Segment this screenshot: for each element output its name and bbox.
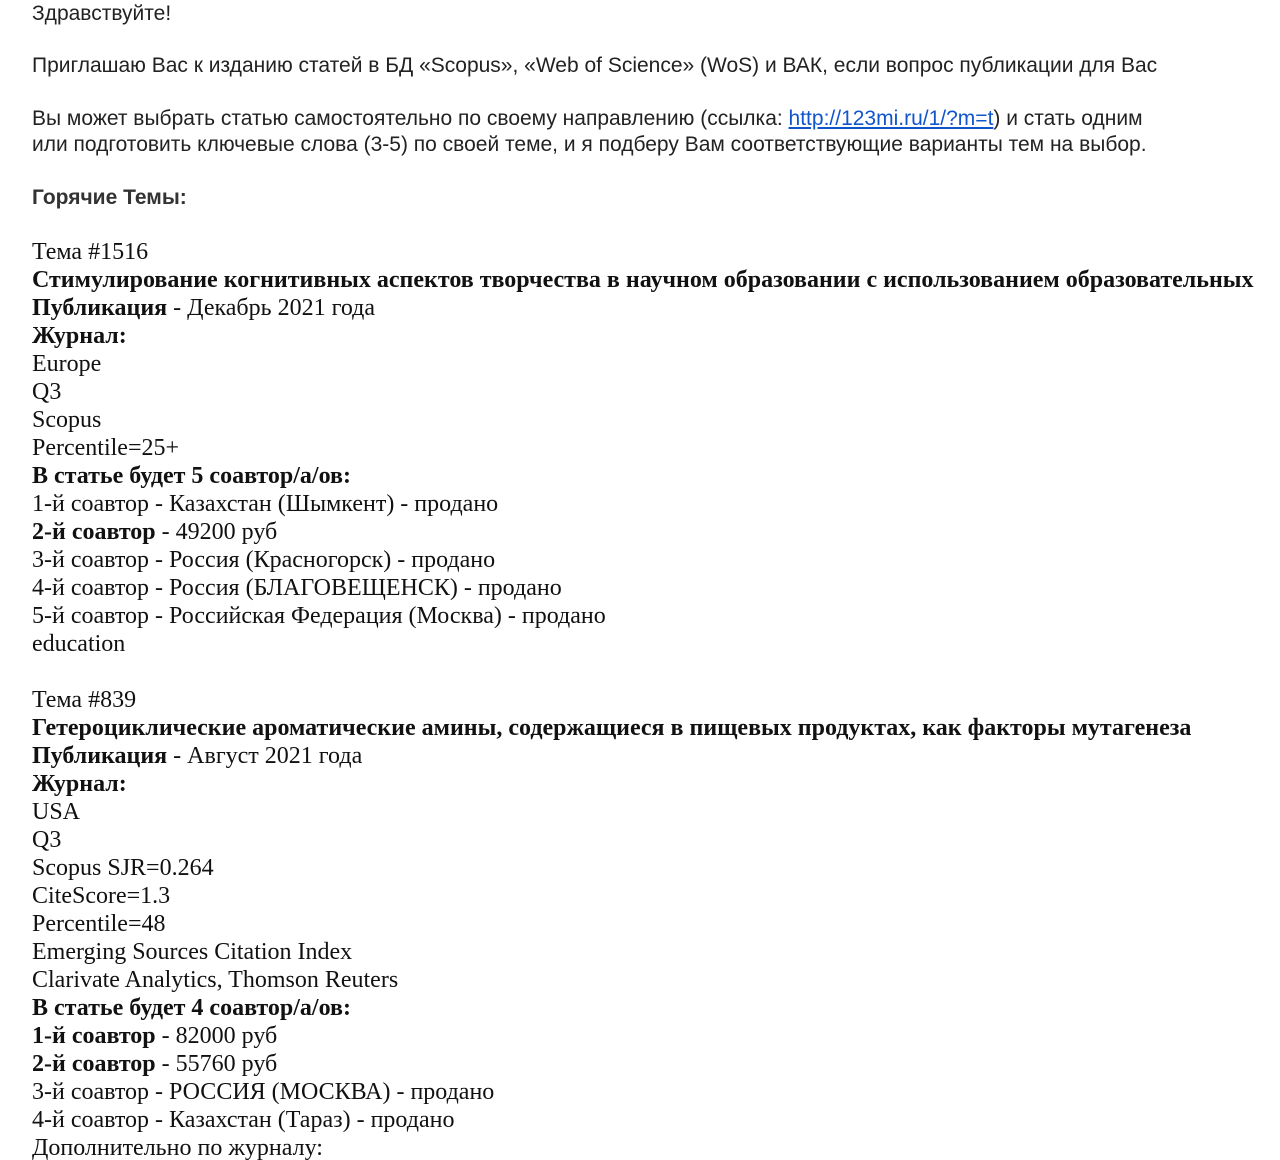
topic-publication: Публикация - Август 2021 года	[32, 743, 363, 769]
coauthor-row: 2-й соавтор - 49200 руб	[32, 519, 278, 545]
invite-paragraph: Приглашаю Вас к изданию статей в БД «Scopus», «Web of Science» (WoS) и ВАК, если вопрос публикации для Вас	[32, 54, 1158, 77]
coauthor-row: 5-й соавтор - Российская Федерация (Москва) - продано	[32, 603, 606, 629]
topic-title: Стимулирование когнитивных аспектов творчества в научном образовании с использованием образовательных	[32, 267, 1254, 293]
journal-line: Q3	[32, 827, 62, 853]
journal-extra: Дополнительно по журналу:	[32, 1135, 323, 1160]
coauthor-row: 2-й соавтор - 55760 руб	[32, 1051, 278, 1077]
choose-paragraph-line2: или подготовить ключевые слова (3-5) по своей теме, и я подберу Вам соответствующие варианты тем на выбор.	[32, 133, 1147, 156]
topic-publication: Публикация - Декабрь 2021 года	[32, 295, 375, 321]
coauthor-row: 3-й соавтор - РОССИЯ (МОСКВА) - продано	[32, 1079, 495, 1105]
journal-line: CiteScore=1.3	[32, 883, 171, 909]
topic-1516	[32, 238, 1254, 658]
topic-839	[32, 686, 1191, 1160]
topic-title: Гетероциклические ароматические амины, содержащиеся в пищевых продуктах, как факторы мутагенеза	[32, 715, 1192, 741]
coauthors-header: В статье будет 4 соавтор/а/ов:	[32, 995, 351, 1021]
coauthor-row: 4-й соавтор - Россия (БЛАГОВЕЩЕНСК) - продано	[32, 575, 562, 601]
coauthor-row: 3-й соавтор - Россия (Красногорск) - продано	[32, 547, 496, 573]
journal-line: Percentile=25+	[32, 435, 180, 461]
topic-number: Тема #839	[32, 687, 137, 713]
coauthor-row: 1-й соавтор - 82000 руб	[32, 1023, 278, 1049]
journal-line: USA	[32, 799, 81, 825]
email-body	[32, 0, 1280, 1160]
journal-label: Журнал:	[32, 771, 127, 797]
greeting: Здравствуйте!	[32, 2, 172, 25]
hot-topics-heading: Горячие Темы:	[32, 186, 187, 209]
journal-line: Europe	[32, 351, 102, 377]
journal-line: Percentile=48	[32, 911, 166, 937]
coauthor-row: 4-й соавтор - Казахстан (Тараз) - продано	[32, 1107, 455, 1133]
choose-text-after: ) и стать одним	[993, 107, 1143, 130]
choose-paragraph	[32, 106, 1143, 132]
topic-number: Тема #1516	[32, 239, 149, 265]
journal-line: Clarivate Analytics, Thomson Reuters	[32, 967, 399, 993]
journal-line: Q3	[32, 379, 62, 405]
journal-line: Emerging Sources Citation Index	[32, 939, 353, 965]
topic-tag: education	[32, 631, 126, 657]
coauthors-header: В статье будет 5 соавтор/а/ов:	[32, 463, 351, 489]
journal-label: Журнал:	[32, 323, 127, 349]
topics-link[interactable]: http://123mi.ru/1/?m=t	[788, 107, 994, 130]
choose-text-before: Вы может выбрать статью самостоятельно по своему направлению (ссылка:	[32, 107, 789, 130]
coauthor-row: 1-й соавтор - Казахстан (Шымкент) - продано	[32, 491, 499, 517]
journal-line: Scopus SJR=0.264	[32, 855, 214, 881]
journal-line: Scopus	[32, 407, 102, 433]
